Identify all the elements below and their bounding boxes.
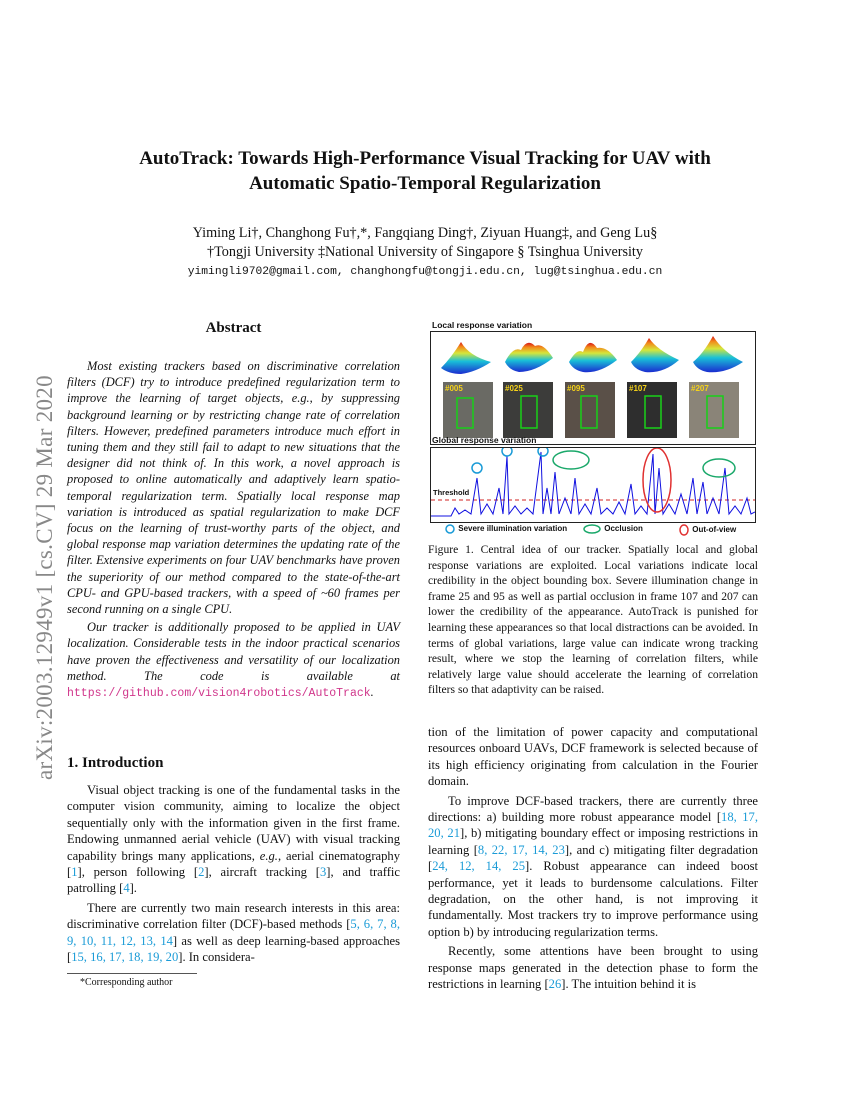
arxiv-identifier: arXiv:2003.12949v1 [cs.CV] 29 Mar 2020: [32, 375, 57, 780]
introduction-body: [67, 782, 400, 968]
right-paragraph-2: [428, 943, 758, 992]
text-run: Recently, some attentions have been brought to using response maps generated in the detection phase to form the restrictions in learning [: [428, 944, 758, 992]
abstract-p2-text: Our tracker is additionally proposed to be applied in UAV localization. Considerable tests in the indoor practical scenarios have proven the effectiveness and versatility of our localization method. The code is available at: [67, 620, 400, 683]
response-map-surface: [569, 343, 617, 372]
legend-out-of-view: [678, 524, 736, 536]
threshold-label: Threshold: [433, 488, 470, 497]
footnote-divider: [67, 973, 197, 974]
text-run: Visual object tracking is one of the fundamental tasks in the computer vision community, aiming to localize the object sequentially only with the information given in the first frame. Endowing unmanned aerial vehicle (UAV) with visual tracking capability brings many applications,: [67, 783, 400, 863]
frame-label: #095: [567, 384, 585, 393]
text-run: ], and c) mitigating filter degradation [: [428, 842, 759, 874]
citation-link[interactable]: 4: [123, 881, 130, 896]
section-heading-introduction: 1. Introduction: [67, 755, 164, 771]
intro-paragraph-2: [67, 900, 400, 966]
illumination-marker: [502, 448, 512, 456]
abstract-paragraph-2: [67, 619, 400, 702]
abstract-paragraph-1: Most existing trackers based on discriminative correlation filters (DCF) try to introduce predefined regularization term to improve the learning of target objects, e.g., by suppressing background learning or by restricting change rate of correlation filters. However, predefined parameters introduce much effort in tuning them and they still fail to adapt to new situations that the designer did not think of. In this work, a novel approach is proposed to online automatically and adaptively learn spatio-temporal regularization term. Spatially local response map variation is introduced as spatial regularization to make DCF focus on the learning of trust-worthy parts of the object, and global response map variation determines the updating rate of the filter. Extensive experiments on four UAV benchmarks have proven the superiority of our method compared to the state-of-the-art CPU- and GPU-based trackers, with a speed of ~60 frames per second running on a single CPU.: [67, 359, 400, 617]
text-run: ], person following [: [77, 865, 199, 880]
global-response-plot: [431, 448, 755, 522]
global-response-label: Global response variation: [432, 435, 537, 445]
text-run: ], and traffic patrolling [: [67, 865, 401, 896]
right-paragraph-continuation: tion of the limitation of power capacity and computational resources onboard UAVs, DCF framework is selected because of its high efficiency originating from calculation in the Fourier domain.: [428, 725, 758, 789]
author-affiliations: †Tongji University ‡National University of Singapore § Tsinghua University: [207, 244, 643, 260]
text-run: , aerial cinematography [: [67, 848, 400, 880]
figure-1: [428, 318, 758, 538]
figure-1-caption: Figure 1. Central idea of our tracker. Spatially local and global response variations are exploited. Local variations indicate local credibility in the object bounding box. Severe illumination change in frame 25 and 95 as well as partial occlusion in frame 107 and 207 can lower the credibility of the appearance. AutoTrack is punished for learning these appearances so that local distractions can be avoided. In terms of global variations, large value can indicate wrong tracking result, where we stop the learning of correlation filters, while relatively large value should accelerate the learning of correlation filters so that adaptivity can be raised.: [428, 543, 758, 697]
response-map-surface: [693, 336, 743, 372]
author-names: Yiming Li†, Changhong Fu†,*, Fangqiang Ding†, Ziyuan Huang‡, and Geng Lu§: [192, 225, 658, 241]
frame-label: #207: [691, 384, 709, 393]
legend-oval-icon: [678, 524, 690, 536]
abstract-body: [67, 358, 400, 704]
right-column-body: [428, 724, 758, 996]
abstract-p2-end: .: [370, 685, 374, 700]
text-run: ]. The intuition behind it is: [561, 977, 697, 992]
paper-title: [60, 146, 790, 196]
intro-paragraph-1: [67, 782, 400, 897]
citation-link[interactable]: 1: [71, 865, 78, 880]
text-run: ], b) mitigating boundary effect or imposing restrictions in learning [: [428, 826, 758, 857]
abstract-heading: Abstract: [205, 320, 262, 336]
citation-links[interactable]: 15, 16, 17, 18, 19, 20: [71, 950, 179, 965]
local-response-panel: [430, 331, 756, 445]
response-maps-svg: [431, 332, 755, 444]
text-run: There are currently two main research interests in this area: discriminative correlation filter (DCF)-based methods [: [67, 900, 400, 932]
frame-label: #025: [505, 384, 523, 393]
illumination-marker: [472, 463, 482, 473]
citation-link[interactable]: 2: [198, 865, 205, 880]
out-of-view-marker: [643, 448, 671, 512]
citation-links[interactable]: 18, 17, 20, 21: [428, 810, 758, 841]
citation-links[interactable]: 24, 12, 14, 25: [432, 859, 526, 874]
text-run: ]. In considera-: [178, 950, 255, 965]
legend-ellipse-icon: [582, 524, 602, 534]
citation-link[interactable]: 3: [320, 865, 327, 880]
response-map-surface: [505, 343, 553, 372]
title-line-1: AutoTrack: Towards High-Performance Visual Tracking for UAV with: [139, 148, 711, 169]
citation-links[interactable]: 5, 6, 7, 8, 9, 10, 11, 12, 13, 14: [67, 917, 400, 948]
legend-occlusion: [582, 524, 643, 534]
global-response-panel: [430, 447, 756, 523]
local-response-label: Local response variation: [432, 320, 533, 330]
code-link[interactable]: https://github.com/vision4robotics/AutoTrack: [67, 687, 371, 701]
response-map-surface: [441, 342, 491, 374]
title-line-2: Automatic Spatio-Temporal Regularization: [249, 173, 601, 194]
legend-text: Severe illumination variation: [458, 524, 568, 534]
right-paragraph-1: [428, 793, 758, 941]
text-run: To improve DCF-based trackers, there are currently three directions: a) building more robust appearance model [: [428, 793, 758, 825]
citation-link[interactable]: 26: [548, 977, 562, 992]
citation-links[interactable]: 8, 22, 17, 14, 23: [477, 842, 565, 857]
illumination-marker: [538, 448, 548, 456]
text-run: ]. Robust appearance can indeed boost performance, yet it leads to burdensome calculations. Filter degradation, on the other hand, is not improving it fundamentally. Most trackers try to improve performance using option b) by introducing regularization terms.: [428, 859, 759, 939]
text-run: e.g.: [259, 848, 278, 863]
text-run: ] as well as deep learning-based approaches [: [67, 933, 400, 965]
legend-text: Occlusion: [604, 524, 643, 534]
frame-label: #107: [629, 384, 647, 393]
occlusion-marker: [703, 459, 735, 477]
text-run: ].: [129, 881, 137, 896]
footnote-corresponding-author: *Corresponding author: [80, 977, 173, 988]
text-run: ], aircraft tracking [: [204, 865, 320, 880]
legend-text: Out-of-view: [692, 525, 737, 535]
frame-label: #005: [445, 384, 463, 393]
author-block: [60, 224, 790, 262]
occlusion-marker: [553, 451, 589, 469]
legend-illumination: [444, 524, 567, 534]
response-map-surface: [631, 338, 679, 372]
legend-circle-icon: [444, 524, 456, 534]
author-emails: yimingli9702@gmail.com, changhongfu@tongji.edu.cn, lug@tsinghua.edu.cn: [187, 266, 663, 278]
